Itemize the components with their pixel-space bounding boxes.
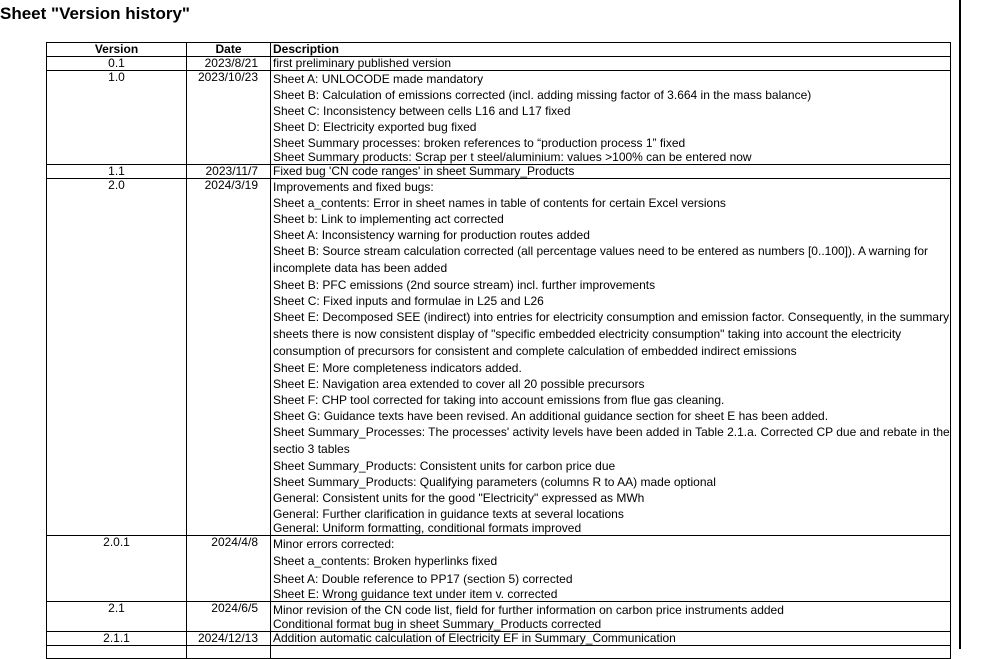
- description-cell[interactable]: [271, 632, 951, 646]
- description-line: Sheet F: CHP tool corrected for taking into account emissions from flue gas cleaning.: [273, 393, 725, 407]
- description-line: Minor revision of the CN code list, field for further information on carbon price instruments added: [273, 603, 784, 617]
- table-row: [47, 57, 951, 71]
- description-line: General: Further clarification in guidance texts at several locations: [273, 507, 624, 521]
- description-line: Minor errors corrected:: [273, 537, 395, 551]
- date-cell[interactable]: 2023/10/23: [187, 71, 271, 165]
- description-cell-empty[interactable]: [271, 646, 951, 659]
- table-row-empty: [47, 646, 951, 659]
- version-cell[interactable]: 1.0: [47, 71, 187, 165]
- description-line: Sheet A: UNLOCODE made mandatory: [273, 72, 484, 86]
- description-line: General: Consistent units for the good "Electricity" expressed as MWh: [273, 491, 645, 505]
- table-row: [47, 165, 951, 179]
- version-cell[interactable]: 2.1.1: [47, 632, 187, 646]
- version-history-table: [46, 42, 951, 659]
- description-line: Sheet Summary products: Scrap per t steel/aluminium: values >100% can be entered now: [273, 151, 752, 164]
- sheet-title: Sheet "Version history": [0, 4, 190, 23]
- description-cell[interactable]: [271, 536, 951, 602]
- description-line: Sheet E: Navigation area extended to cover all 20 possible precursors: [273, 377, 645, 391]
- version-cell[interactable]: 2.0.1: [47, 536, 187, 602]
- table-row: [47, 602, 951, 632]
- header-version[interactable]: Version: [47, 43, 187, 57]
- description-cell[interactable]: [271, 179, 951, 536]
- version-cell[interactable]: 0.1: [47, 57, 187, 71]
- table-row: [47, 71, 951, 165]
- description-line: Addition automatic calculation of Electricity EF in Summary_Communication: [273, 632, 676, 645]
- version-cell-empty[interactable]: [47, 646, 187, 659]
- date-cell[interactable]: 2024/3/19: [187, 179, 271, 536]
- date-cell-empty[interactable]: [187, 646, 271, 659]
- date-cell[interactable]: 2023/11/7: [187, 165, 271, 179]
- description-line: Sheet B: Source stream calculation corrected (all percentage values need to be entered as numbers [0..100]). A warning for incomplete data has been added: [273, 244, 929, 275]
- description-line: Sheet C: Fixed inputs and formulae in L25 and L26: [273, 294, 544, 308]
- description-line: Conditional format bug in sheet Summary_Products corrected: [273, 618, 602, 631]
- description-line: Sheet Summary_Processes: The processes' activity levels have been added in Table 2.1.a. Corrected CP due and rebate in the sectio 3 tables: [273, 425, 950, 456]
- header-description[interactable]: Description: [271, 43, 951, 57]
- description-line: Fixed bug 'CN code ranges' in sheet Summary_Products: [273, 165, 575, 178]
- date-cell[interactable]: 2024/4/8: [187, 536, 271, 602]
- table-row: [47, 179, 951, 536]
- table-row: [47, 536, 951, 602]
- description-line: Sheet A: Inconsistency warning for production routes added: [273, 228, 590, 242]
- description-line: Improvements and fixed bugs:: [273, 180, 434, 194]
- description-line: first preliminary published version: [273, 57, 452, 70]
- date-cell[interactable]: 2024/12/13: [187, 632, 271, 646]
- description-line: Sheet E: More completeness indicators added.: [273, 361, 522, 375]
- description-line: Sheet D: Electricity exported bug fixed: [273, 120, 477, 134]
- version-cell[interactable]: 2.1: [47, 602, 187, 632]
- description-line: Sheet b: Link to implementing act corrected: [273, 212, 504, 226]
- description-line: Sheet C: Inconsistency between cells L16 and L17 fixed: [273, 104, 571, 118]
- version-cell[interactable]: 1.1: [47, 165, 187, 179]
- sheet-right-border: [959, 0, 961, 649]
- description-cell[interactable]: [271, 602, 951, 632]
- description-line: Sheet Summary_Products: Consistent units for carbon price due: [273, 459, 616, 473]
- description-cell[interactable]: [271, 71, 951, 165]
- description-cell[interactable]: [271, 57, 951, 71]
- table-row: [47, 632, 951, 646]
- version-cell[interactable]: 2.0: [47, 179, 187, 536]
- header-row: [47, 43, 951, 57]
- description-line: Sheet B: Calculation of emissions corrected (incl. adding missing factor of 3.664 in the mass balance): [273, 88, 812, 102]
- description-cell[interactable]: [271, 165, 951, 179]
- description-line: Sheet Summary_Products: Qualifying parameters (columns R to AA) made optional: [273, 475, 716, 489]
- description-line: Sheet Summary processes: broken references to “production process 1” fixed: [273, 136, 686, 150]
- description-line: Sheet a_contents: Broken hyperlinks fixed: [273, 554, 498, 568]
- description-line: Sheet E: Decomposed SEE (indirect) into entries for electricity consumption and emission factor. Consequently, in the summary sheets there is now consistent display of "specific embedded electricity consumption" taking into account the electricity consumption of precursors for consistent and complete calculation of embedded indirect emissions: [273, 310, 950, 358]
- description-line: Sheet B: PFC emissions (2nd source stream) incl. further improvements: [273, 278, 656, 292]
- description-line: Sheet G: Guidance texts have been revised. An additional guidance section for sheet E has been added.: [273, 409, 829, 423]
- description-line: Sheet E: Wrong guidance text under item v. corrected: [273, 588, 558, 601]
- description-line: General: Uniform formatting, conditional formats improved: [273, 522, 582, 535]
- date-cell[interactable]: 2024/6/5: [187, 602, 271, 632]
- header-date[interactable]: Date: [187, 43, 271, 57]
- description-line: Sheet a_contents: Error in sheet names in table of contents for certain Excel versions: [273, 196, 726, 210]
- description-line: Sheet A: Double reference to PP17 (section 5) corrected: [273, 572, 573, 586]
- date-cell[interactable]: 2023/8/21: [187, 57, 271, 71]
